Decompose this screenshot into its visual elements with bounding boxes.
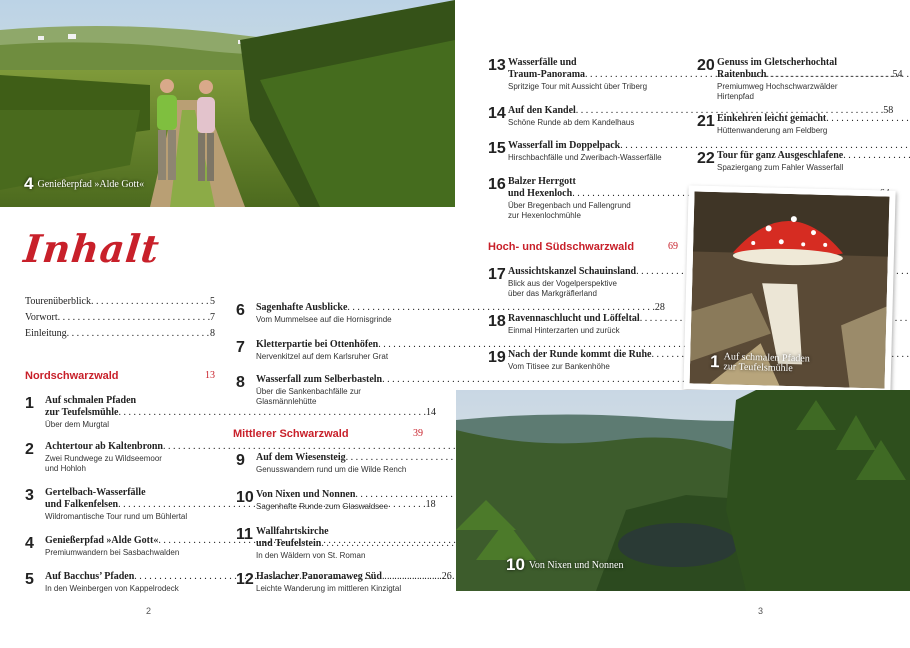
tour-subtitle-line1: Genusswandern rund um die Wilde Rench <box>256 465 407 474</box>
toc-intro-page: 7 <box>210 312 215 323</box>
caption-number: 1 <box>709 351 720 372</box>
tour-title: Genießerpfad »Alde Gott« <box>45 535 159 546</box>
toc-tour-entry[interactable] <box>488 176 678 221</box>
tour-number: 19 <box>488 349 506 366</box>
toc-tour-entry[interactable] <box>25 535 215 558</box>
tour-subtitle-line1: Einmal Hinterzarten und zurück <box>508 326 620 335</box>
tour-page: 18 <box>425 499 436 510</box>
toc-tour-entry[interactable] <box>488 140 678 163</box>
tour-title: Auf dem Wiesensteig <box>256 452 346 463</box>
caption-text: Von Nixen und Nonnen <box>528 559 624 571</box>
tour-number: 22 <box>697 150 715 167</box>
tour-page: 54 <box>892 69 903 80</box>
tour-subtitle-line1: Vom Mummelsee auf die Hornisgrinde <box>256 315 392 324</box>
tour-title-line1: Auf schmalen Pfaden <box>45 395 137 406</box>
mushroom-photo-frame <box>683 185 895 394</box>
tour-subtitle-line2: über das Markgräflerland <box>508 289 597 298</box>
tour-title-line1: Gertelbach-Wasserfälle <box>45 487 146 498</box>
tour-subtitle-line1: Über dem Murgtal <box>45 420 110 429</box>
tour-subtitle-line1: Premiumweg Hochschwarzwälder <box>717 82 838 91</box>
tour-page: 28 <box>654 302 665 313</box>
tour-page: 58 <box>883 105 894 116</box>
tour-title: Auf den Kandel <box>508 105 576 116</box>
tour-title: Einkehren leicht gemacht <box>717 113 827 124</box>
tour-number: 15 <box>488 140 506 157</box>
tour-page: 14 <box>425 407 436 418</box>
tour-subtitle-line2: zur Hexenlochmühle <box>508 211 581 220</box>
mushroom-photo <box>690 191 890 388</box>
tour-subtitle-line1: Wildromantische Tour rund um Bühlertal <box>45 512 188 521</box>
tour-title-line1: Genuss im Gletscherhochtal <box>717 57 837 68</box>
page-number-left: 2 <box>146 606 152 616</box>
tour-title-line2: Traum-Panorama <box>508 69 586 80</box>
tour-subtitle-line1: Spaziergang zum Fahler Wasserfall <box>717 163 844 172</box>
tour-title-line1: Wallfahrtskirche <box>256 526 329 537</box>
caption-number: 4 <box>24 174 34 193</box>
tour-number: 4 <box>25 535 34 552</box>
page-number-right: 3 <box>758 606 764 616</box>
tour-title: Sagenhafte Ausblicke <box>256 302 348 313</box>
toc-tour-entry[interactable] <box>488 313 678 336</box>
tour-title: Achtertour ab Kaltenbronn <box>45 441 163 452</box>
tour-title-line2: und Hexenloch <box>508 188 573 199</box>
tour-title-line2: zur Teufelsmühle <box>45 407 119 418</box>
tour-number: 6 <box>236 302 245 319</box>
tour-number: 3 <box>25 487 34 504</box>
section-heading-sued[interactable] <box>488 241 678 253</box>
tour-number: 12 <box>236 571 254 588</box>
section-label: Hoch- und Südschwarzwald <box>488 241 635 253</box>
tour-title: Wasserfall im Doppelpack <box>508 140 621 151</box>
mushroom-photo-caption <box>710 352 810 375</box>
tour-title: Wasserfall zum Selberbasteln <box>256 374 383 385</box>
toc-tour-entry[interactable] <box>488 266 678 299</box>
section-page: 39 <box>413 428 423 439</box>
section-page: 69 <box>668 241 678 252</box>
toc-tour-entry[interactable] <box>488 349 678 372</box>
tour-title: Von Nixen und Nonnen <box>256 489 356 500</box>
toc-intro-item[interactable] <box>25 296 215 307</box>
toc-intro-label: Einleitung <box>25 328 67 339</box>
tour-subtitle-line1: Schöne Runde ab dem Kandelhaus <box>508 118 635 127</box>
caption-text-line2: zur Teufelsmühle <box>723 361 793 375</box>
tour-number: 16 <box>488 176 506 193</box>
tour-subtitle-line1: Sagenhafte Runde zum Glaswaldsee <box>256 502 389 511</box>
toc-tour-entry[interactable] <box>697 150 887 173</box>
page-title: Inhalt <box>21 226 163 271</box>
tour-title: Aussichtskanzel Schauinsland <box>508 266 637 277</box>
caption-number: 10 <box>506 555 525 574</box>
tour-subtitle-line1: Leichte Wanderung im mittleren Kinzigtal <box>256 584 402 593</box>
toc-tour-entry[interactable] <box>697 113 887 136</box>
tour-subtitle-line1: Hüttenwanderung am Feldberg <box>717 126 828 135</box>
tour-number: 5 <box>25 571 34 588</box>
section-heading-nord[interactable] <box>25 370 215 382</box>
tour-number: 17 <box>488 266 506 283</box>
toc-tour-entry[interactable] <box>236 526 422 561</box>
tour-number: 14 <box>488 105 506 122</box>
tour-number: 11 <box>236 526 253 543</box>
section-page: 13 <box>205 370 215 381</box>
tour-page: 26 <box>441 571 452 582</box>
tour-number: 8 <box>236 374 245 391</box>
tour-title: Tour für ganz Ausgeschlafene <box>717 150 844 161</box>
tour-number: 7 <box>236 339 245 356</box>
tour-subtitle-line1: In den Wäldern von St. Roman <box>256 551 366 560</box>
toc-intro-label: Tourenüberblick <box>25 296 91 307</box>
toc-intro-page: 5 <box>210 296 215 307</box>
tour-subtitle-line1: Premiumwandern bei Sasbachwalden <box>45 548 180 557</box>
toc-tour-entry[interactable] <box>236 374 422 407</box>
toc-tour-entry[interactable] <box>236 339 422 362</box>
lake-photo <box>456 390 910 591</box>
tour-number: 21 <box>697 113 715 130</box>
tour-number: 20 <box>697 57 715 74</box>
toc-intro-item[interactable] <box>25 328 215 339</box>
tour-number: 2 <box>25 441 34 458</box>
tour-title: Haslacher Panoramaweg Süd <box>256 571 382 582</box>
tour-number: 18 <box>488 313 506 330</box>
tour-title: Ravennaschlucht und Löffeltal <box>508 313 640 324</box>
tour-subtitle-line1: Spritzige Tour mit Aussicht über Triberg <box>508 82 648 91</box>
tour-title: Kletterpartie bei Ottenhöfen <box>256 339 379 350</box>
toc-intro-item[interactable] <box>25 312 215 323</box>
tour-subtitle-line1: Hirschbachfälle und Zweribach-Wasserfälle <box>508 153 662 162</box>
tour-title-line1: Wasserfälle und <box>508 57 577 68</box>
lake-photo-caption <box>506 555 623 575</box>
toc-tour-entry[interactable] <box>697 57 887 102</box>
tour-number: 13 <box>488 57 506 74</box>
tour-subtitle-line1: Vom Titisee zur Bankenhöhe <box>508 362 610 371</box>
toc-intro-page: 8 <box>210 328 215 339</box>
tour-title-line2: Raitenbuch <box>717 69 767 80</box>
tour-title-line2: und Falkenfelsen <box>45 499 119 510</box>
tour-title: Nach der Runde kommt die Ruhe <box>508 349 652 360</box>
tour-number: 9 <box>236 452 245 469</box>
section-label: Nordschwarzwald <box>25 370 119 382</box>
tour-subtitle-line1: In den Weinbergen von Kappelrodeck <box>45 584 179 593</box>
tour-subtitle-line2: Hirtenpfad <box>717 92 754 101</box>
tour-subtitle-line1: Nervenkitzel auf dem Karlsruher Grat <box>256 352 389 361</box>
caption-text-line1: Auf schmalen Pfaden <box>723 351 810 365</box>
toc-tour-entry[interactable] <box>236 489 422 512</box>
tour-subtitle-line2: Glasmännlehütte <box>256 397 317 406</box>
toc-tour-entry[interactable] <box>25 441 215 474</box>
tour-subtitle-line2: und Hohloh <box>45 464 86 473</box>
tour-number: 1 <box>25 395 34 412</box>
tour-subtitle-line1: Zwei Rundwege zu Wildseemoor <box>45 454 162 463</box>
section-label: Mittlerer Schwarzwald <box>233 428 349 440</box>
vineyard-photo-caption <box>24 174 144 194</box>
tour-title: Auf Bacchus’ Pfaden <box>45 571 135 582</box>
tour-subtitle-line1: Über Bregenbach und Fallengrund <box>508 201 631 210</box>
tour-subtitle-line1: Blick aus der Vogelperspektive <box>508 279 617 288</box>
tour-title-line1: Balzer Herrgott <box>508 176 576 187</box>
tour-subtitle-line1: Über die Sankenbachfälle zur <box>256 387 361 396</box>
vineyard-photo <box>0 0 455 207</box>
tour-number: 10 <box>236 489 254 506</box>
toc-tour-entry[interactable] <box>236 571 422 594</box>
tour-title-line2: und Teufelstein <box>256 538 322 549</box>
toc-tour-entry[interactable] <box>236 452 422 475</box>
toc-intro-label: Vorwort <box>25 312 58 323</box>
caption-text: Genießerpfad »Alde Gott« <box>37 178 145 190</box>
